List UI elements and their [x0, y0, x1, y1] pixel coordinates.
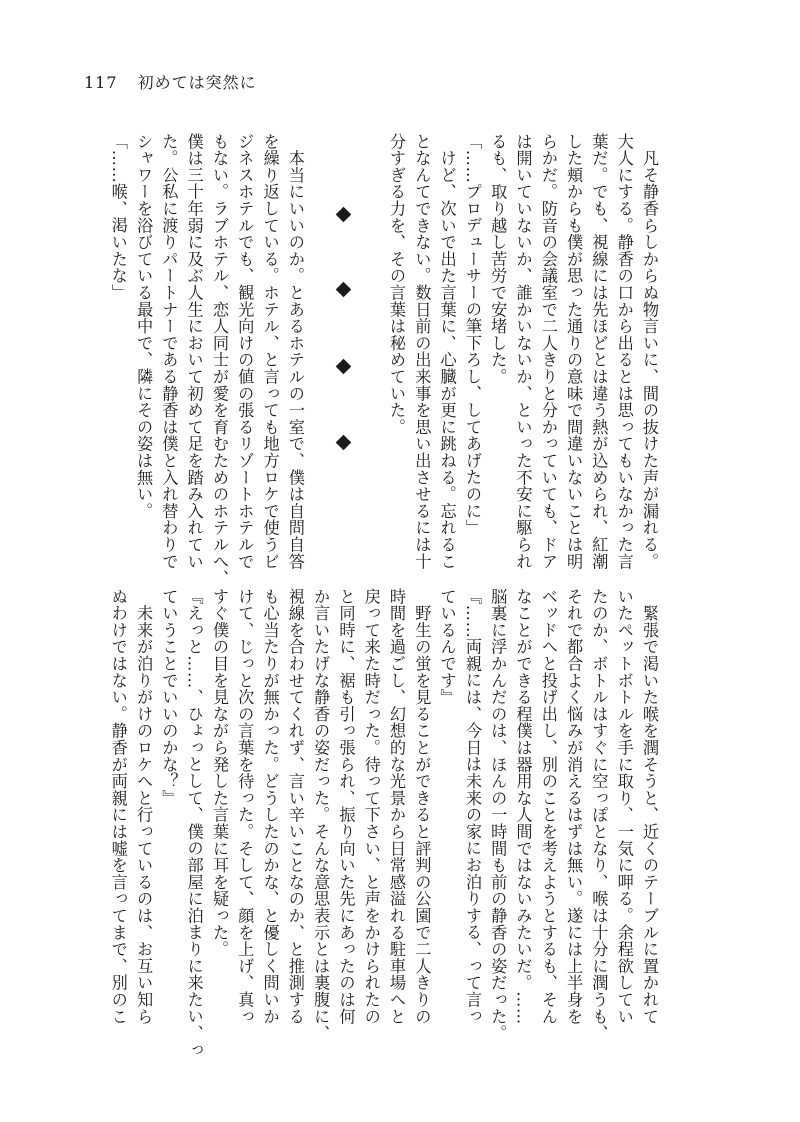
text-line: 『えっと……、ひょっとして、僕の部屋に泊まりに来たい、っ — [184, 588, 204, 1059]
text-line: も心当たりが無かった。どうしたのかな、と優しく問いか — [260, 588, 280, 1025]
text-line: した頬からも僕が思った通りの意味で間違いないことは明 — [564, 133, 584, 570]
diamond-ornament — [336, 435, 352, 451]
running-header — [84, 73, 257, 93]
text-line: 脳裏に浮かんだのは、ほんの一時間も前の静香の姿だった。 — [488, 588, 508, 1042]
text-line: いたペットボトルを手に取り、一気に呷る。余程欲してい — [614, 588, 634, 1025]
diamond-ornament — [336, 359, 352, 375]
page-number: 117 — [84, 73, 118, 92]
text-line: と同時に、裾も引っ張られ、振り向いた先にあったのは何 — [336, 588, 356, 1025]
text-line: けど、次いで出た言葉に、心臓が更に跳ねる。忘れるこ — [437, 133, 457, 570]
text-line: ジネスホテルでも、観光向けの値の張るリゾートホテルで — [235, 133, 255, 570]
text-line: 分すぎる力を、その言葉は秘めていた。 — [387, 133, 407, 436]
text-line: 葉だ。でも、視線には先ほどとは違う熱が込められ、紅潮 — [589, 133, 609, 570]
text-line: 戻って来た時だった。待って下さい、と声をかけられたの — [361, 588, 381, 1025]
text-line: ぬわけではない。静香が両親には嘘を言ってまで、別のこ — [108, 588, 128, 1025]
text-line: らかだ。防音の会議室で二人きりと分かっていても、ドア — [538, 133, 558, 570]
text-line: か言いたげな静香の姿だった。そんな意思表示とは裏腹に、 — [311, 588, 331, 1042]
text-line: 「……プロデューサーの筆下ろし、してあげたのに」 — [462, 133, 482, 537]
text-line: なことができる程僕は器用な人間ではないみたいだ。…… — [513, 588, 533, 1025]
text-line: 野生の蛍を見ることができると評判の公園で二人きりの — [412, 588, 432, 1025]
text-line: 僕は三十年弱に及ぶ人生において初めて足を踏み入れてい — [184, 133, 204, 570]
diamond-ornament — [336, 282, 352, 298]
text-line: た。公私に渡りパートナーである静香は僕と入れ替わりで — [159, 133, 179, 570]
text-line: 本当にいいのか。とあるホテルの一室で、僕は自問自答 — [285, 133, 305, 570]
text-line: 凡そ静香らしからぬ物言いに、間の抜けた声が漏れる。 — [640, 133, 659, 570]
top-text-block — [82, 133, 662, 587]
text-line: 未来が泊りがけのロケへと行っているのは、お互い知ら — [134, 588, 154, 1025]
text-line: すぐ僕の目を見ながら発した言葉に耳を疑った。 — [209, 588, 229, 958]
text-line: るも、取り越し苦労で安堵した。 — [488, 133, 508, 385]
text-line: たのか、ボトルはすぐに空っぽとなり、喉は十分に潤うも、 — [589, 588, 609, 1042]
text-line: 時間を過ごし、幻想的な光景から日常感溢れる駐車場へと — [387, 588, 407, 1025]
diamond-ornament — [336, 207, 352, 223]
text-line: 大人にする。静香の口から出るとは思ってもいなかった言 — [614, 133, 634, 570]
text-line: は開いていないか、誰かいないか、といった不安に駆られ — [513, 133, 533, 570]
text-line: もない。ラブホテル、恋人同士が愛を育むためのホテルへ、 — [209, 133, 229, 587]
section-separator — [333, 133, 358, 541]
bottom-text-block — [82, 588, 662, 1059]
text-line: けて、じっと次の言葉を待った。そして、顔を上げ、真っ — [235, 588, 255, 1025]
text-line: シャワーを浴びている最中で、隣にその姿は無い。 — [134, 133, 154, 520]
text-line: それで都合よく悩みが消えるはずは無い。遂には上半身を — [564, 588, 584, 1025]
text-line: ベッドへと投げ出し、別のことを考えようとするも、そん — [538, 588, 558, 1025]
chapter-title: 初めては突然に — [137, 73, 257, 92]
blank-line — [358, 133, 383, 541]
text-line: を繰り返している。ホテル、と言っても地方ロケで使うビ — [260, 133, 280, 570]
text-line: 緊張で渇いた喉を潤そうと、近くのテーブルに置かれて — [640, 588, 659, 1025]
text-line: ているんです』 — [437, 588, 457, 706]
text-line: 「……喉、渇いたな」 — [108, 133, 128, 301]
text-line: ていうことでいいのかな？』 — [159, 588, 179, 807]
text-line: となんてできない。数日前の出来事を思い出させるには十 — [412, 133, 432, 570]
text-line: 視線を合わせてくれず、言い辛いことなのか、と推測する — [285, 588, 305, 1025]
text-line: 『……両親には、今日は未来の家にお泊りする、って言っ — [462, 588, 482, 1025]
blank-line — [308, 133, 333, 541]
